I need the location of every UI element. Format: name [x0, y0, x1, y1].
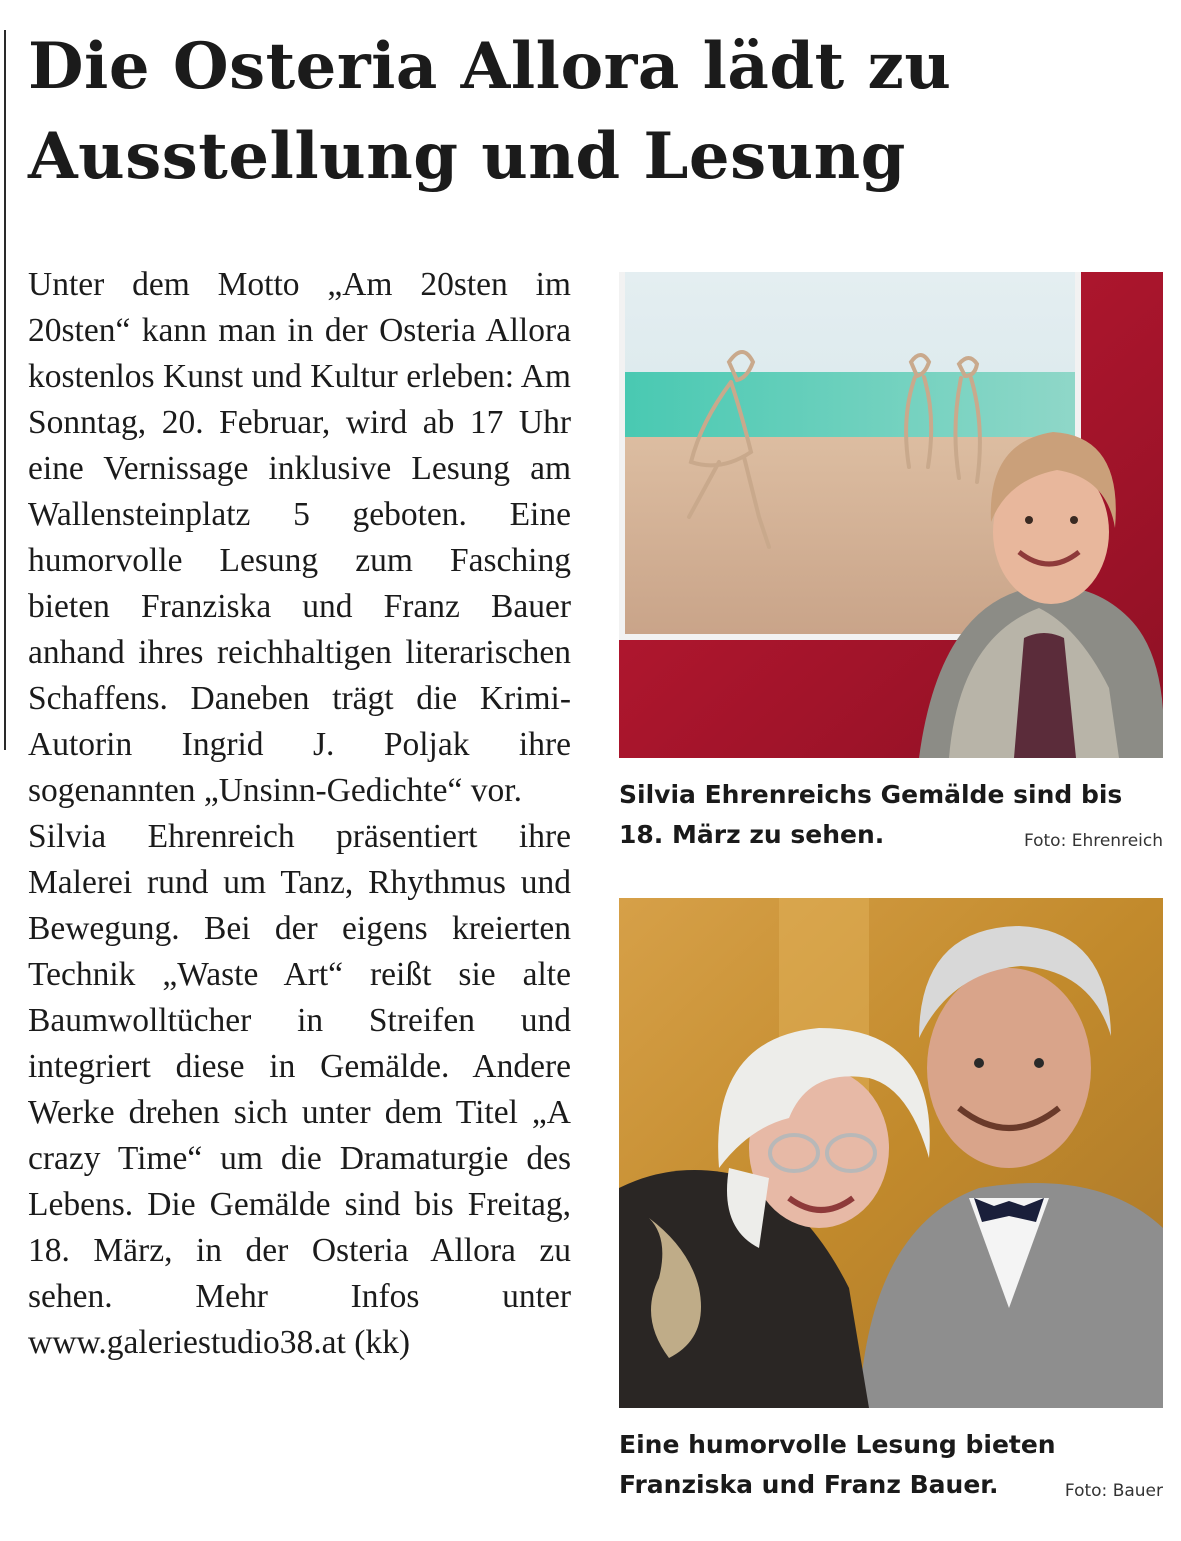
caption-2-line-1: Eine humorvolle Lesung bieten — [619, 1430, 1056, 1459]
article-paragraph-2: Silvia Ehrenreich präsentiert ihre Malerei rund um Tanz, Rhythmus und Bewegung. Bei der eigens kreierten Technik „Waste Art“ reißt sie alte Baumwolltücher in Streifen und integriert diese in Gemälde. Andere Werke drehen sich unter dem Titel „A crazy Time“ um die Dramaturgie des Lebens. Die Gemälde sind bis Freitag, 18. März, in der Osteria Allora zu sehen. Mehr Infos unter www.galeriestudio38.at (kk) — [28, 818, 571, 1361]
caption-2-line-2 — [619, 1465, 1163, 1505]
article-body — [28, 262, 571, 1366]
photo-caption-1 — [619, 775, 1163, 855]
headline-line-2: Ausstellung und Lesung — [28, 119, 906, 194]
caption-2-line-2-text: Franziska und Franz Bauer. — [619, 1470, 999, 1499]
headline-line-1: Die Osteria Allora lädt zu — [28, 29, 952, 104]
photo-couple — [619, 898, 1163, 1408]
caption-1-line-2-text: 18. März zu sehen. — [619, 820, 885, 849]
margin-rule — [4, 30, 6, 750]
photo-caption-2 — [619, 1425, 1163, 1505]
caption-1-line-2 — [619, 815, 1163, 855]
article-paragraph-1: Unter dem Motto „Am 20sten im 20sten“ kann man in der Osteria Allora kostenlos Kunst und Kultur erleben: Am Sonntag, 20. Februar, wird ab 17 Uhr eine Vernissage inklusive Lesung am Wallensteinplatz 5 geboten. Eine humorvolle Lesung zum Fasching bieten Franziska und Franz Bauer anhand ihres reichhaltigen literarischen Schaffens. Daneben trägt die Krimi-Autorin Ingrid J. Poljak ihre sogenannten „Unsinn-Gedichte“ vor. — [28, 266, 571, 809]
painting-scene-illustration — [619, 272, 1163, 758]
photo-credit-2: Foto: Bauer — [1064, 1481, 1163, 1501]
photo-credit-1: Foto: Ehrenreich — [1023, 831, 1163, 851]
headline — [28, 22, 1168, 202]
couple-illustration — [619, 898, 1163, 1408]
photo-painting-and-artist — [619, 272, 1163, 758]
caption-1-line-1: Silvia Ehrenreichs Gemälde sind bis — [619, 780, 1123, 809]
